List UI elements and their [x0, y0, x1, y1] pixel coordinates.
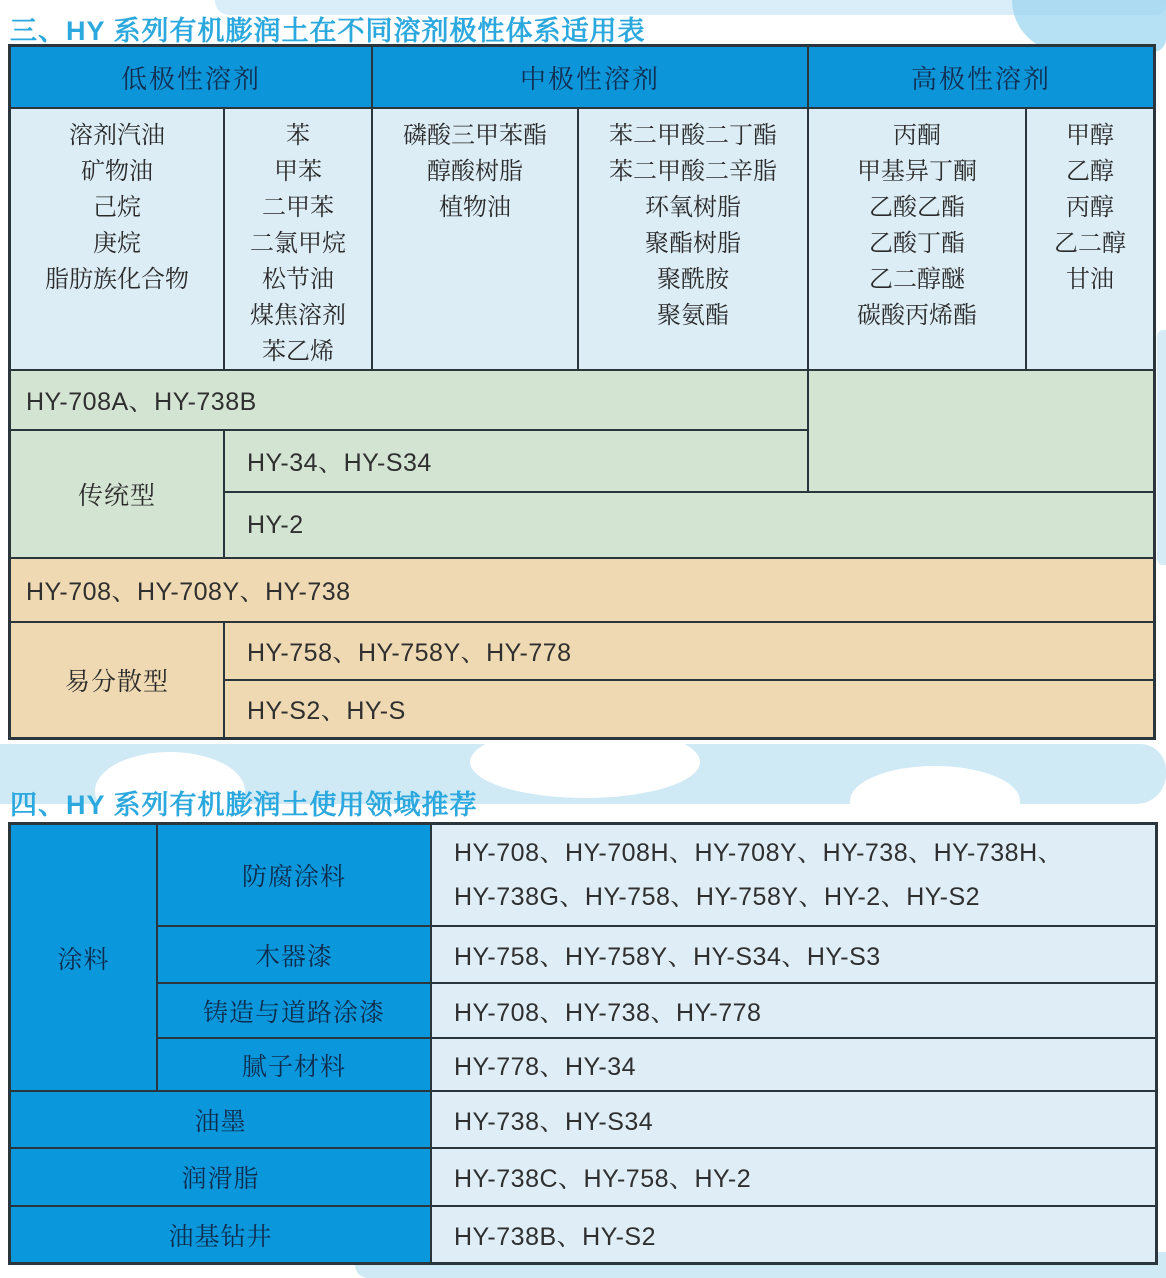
- product-cell-708-708y-738: HY-708、HY-708Y、HY-738: [11, 559, 1153, 621]
- row-value-anticorrosive-coating: [432, 825, 1155, 925]
- row-value-ink: HY-738、HY-S34: [432, 1092, 1155, 1147]
- solvent-item: 碳酸丙烯酯: [857, 302, 977, 329]
- empty-merged-cell: [809, 371, 1153, 491]
- solvent-item: 丙醇: [1066, 194, 1114, 221]
- row-label-putty-material: 腻子材料: [158, 1039, 430, 1090]
- row-value-wood-lacquer: HY-758、HY-758Y、HY-S34、HY-S3: [432, 927, 1155, 982]
- group-label-dispersible: 易分散型: [11, 623, 223, 737]
- row-label-wood-lacquer: 木器漆: [158, 927, 430, 982]
- solvent-item: 苯二甲酸二辛脂: [609, 158, 777, 185]
- row-value-oil-based-drilling: HY-738B、HY-S2: [432, 1207, 1155, 1262]
- solvent-item: 甲基异丁酮: [857, 158, 977, 185]
- section4-title: 四、HY 系列有机膨润土使用领域推荐: [10, 790, 478, 820]
- solvent-item: 松节油: [262, 266, 334, 293]
- solvent-item: 聚酰胺: [657, 266, 729, 293]
- value-line-2: HY-738G、HY-758、HY-758Y、HY-2、HY-S2: [454, 883, 981, 911]
- product-cell-708a-738b: HY-708A、HY-738B: [11, 371, 807, 429]
- solvent-item: 溶剂汽油: [69, 122, 165, 149]
- solvent-item: 苯乙烯: [262, 338, 334, 365]
- row-label-grease: 润滑脂: [11, 1149, 430, 1205]
- solvent-list-column-4: [579, 109, 807, 369]
- solvent-item: 甲苯: [274, 158, 322, 185]
- group-label-coatings: 涂料: [11, 825, 156, 1090]
- solvent-item: 乙二醇: [1054, 230, 1126, 257]
- solvent-item: 二氯甲烷: [250, 230, 346, 257]
- row-label-anticorrosive-coating: 防腐涂料: [158, 825, 430, 925]
- solvent-item: 甲醇: [1066, 122, 1114, 149]
- solvent-item: 庚烷: [93, 230, 141, 257]
- solvent-item: 脂肪族化合物: [45, 266, 189, 293]
- solvent-list-column-3: [373, 109, 577, 369]
- solvent-item: 植物油: [439, 194, 511, 221]
- header-cell-mid-polarity: 中极性溶剂: [373, 47, 807, 107]
- row-value-foundry-road-coating: HY-708、HY-738、HY-778: [432, 984, 1155, 1037]
- solvent-table: [8, 44, 1156, 740]
- solvent-item: 煤焦溶剂: [250, 302, 346, 329]
- solvent-item: 甘油: [1066, 266, 1114, 293]
- row-value-grease: HY-738C、HY-758、HY-2: [432, 1149, 1155, 1205]
- product-cell-s2-s: HY-S2、HY-S: [225, 681, 1153, 737]
- solvent-item: 乙二醇醚: [869, 266, 965, 293]
- row-label-oil-based-drilling: 油基钻井: [11, 1207, 430, 1262]
- solvent-item: 苯: [286, 122, 310, 149]
- solvent-item: 聚酯树脂: [645, 230, 741, 257]
- solvent-item: 环氧树脂: [645, 194, 741, 221]
- solvent-item: 乙酸丁酯: [869, 230, 965, 257]
- solvent-item: 乙醇: [1066, 158, 1114, 185]
- solvent-item: 苯二甲酸二丁酯: [609, 122, 777, 149]
- solvent-list-column-2: [225, 109, 371, 369]
- solvent-list-column-5: [809, 109, 1025, 369]
- header-cell-high-polarity: 高极性溶剂: [809, 47, 1153, 107]
- row-value-putty-material: HY-778、HY-34: [432, 1039, 1155, 1090]
- solvent-item: 磷酸三甲苯酯: [403, 122, 547, 149]
- group-label-traditional: 传统型: [11, 431, 223, 557]
- solvent-item: 乙酸乙酯: [869, 194, 965, 221]
- solvent-item: 二甲苯: [262, 194, 334, 221]
- row-label-ink: 油墨: [11, 1092, 430, 1147]
- application-table: [8, 822, 1158, 1265]
- solvent-list-column-1: [11, 109, 223, 369]
- product-cell-34-s34: HY-34、HY-S34: [225, 431, 807, 491]
- value-line-1: HY-708、HY-708H、HY-708Y、HY-738、HY-738H、: [454, 839, 1064, 867]
- solvent-item: 聚氨酯: [657, 302, 729, 329]
- solvent-list-column-6: [1027, 109, 1153, 369]
- solvent-item: 醇酸树脂: [427, 158, 523, 185]
- product-cell-2: HY-2: [225, 493, 1153, 557]
- section3-title: 三、HY 系列有机膨润土在不同溶剂极性体系适用表: [10, 16, 646, 46]
- solvent-item: 矿物油: [81, 158, 153, 185]
- solvent-item: 己烷: [93, 194, 141, 221]
- decor-wave-right: [1157, 330, 1166, 565]
- header-cell-low-polarity: 低极性溶剂: [11, 47, 371, 107]
- product-cell-758-758y-778: HY-758、HY-758Y、HY-778: [225, 623, 1153, 679]
- solvent-item: 丙酮: [893, 122, 941, 149]
- row-label-foundry-road-coating: 铸造与道路涂漆: [158, 984, 430, 1037]
